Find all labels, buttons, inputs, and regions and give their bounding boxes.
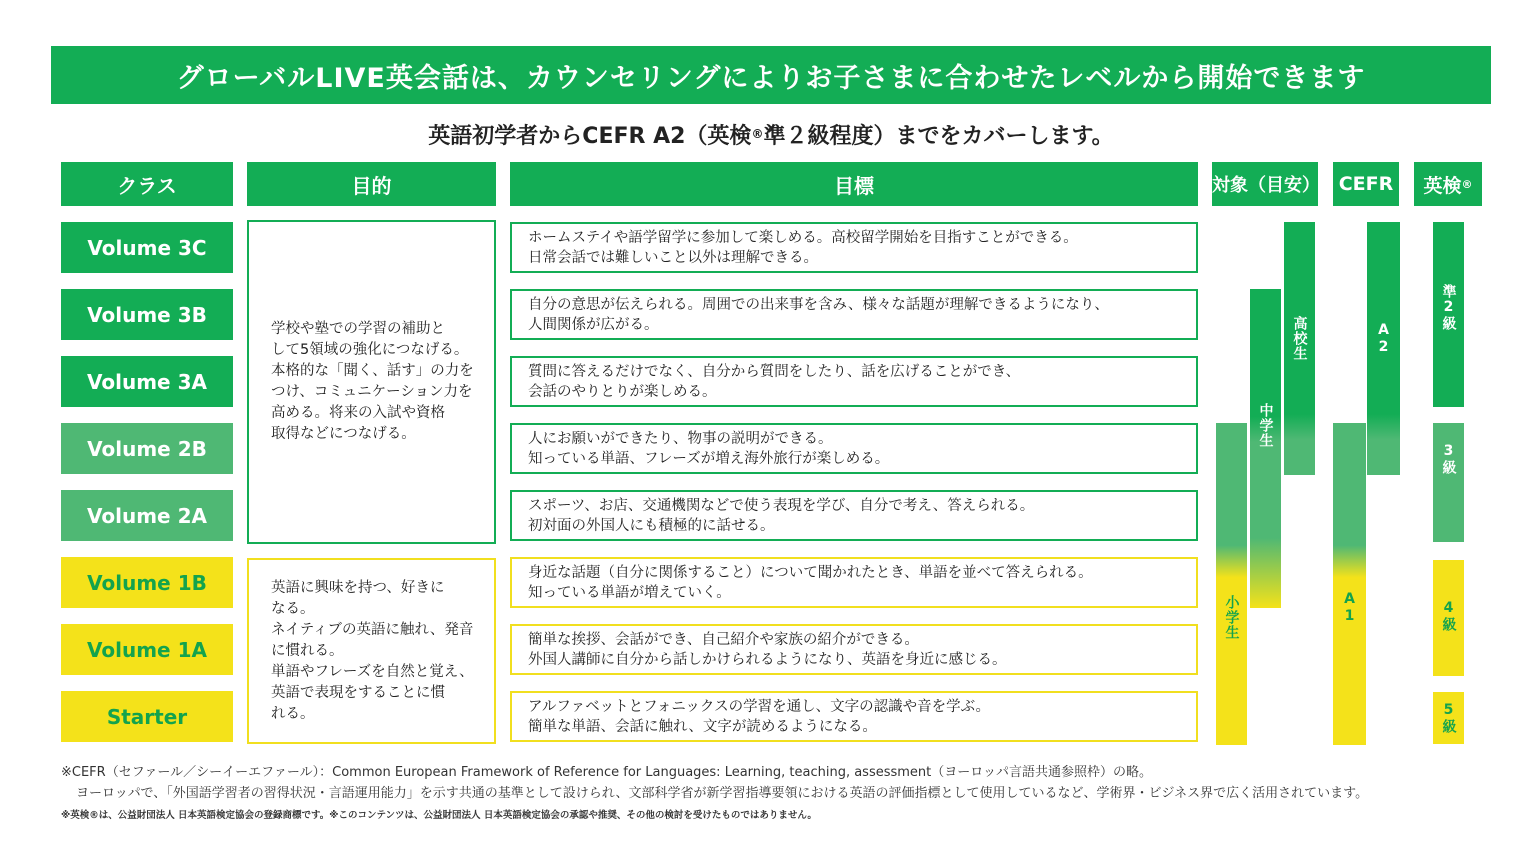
target-bar-high	[1284, 222, 1315, 475]
header-cefr: CEFR	[1333, 162, 1399, 206]
class-volume-1a: Volume 1A	[61, 624, 233, 675]
target-middle-label: 中学生	[1257, 403, 1274, 448]
goal-volume-3a: 質問に答えるだけでなく、自分から質問をしたり、話を広げることができ、 会話のやりとりが楽しめる。	[510, 356, 1198, 407]
header-target: 対象（目安）	[1212, 162, 1318, 206]
goal-volume-3b: 自分の意思が伝えられる。周囲での出来事を含み、様々な話題が理解できるようになり、 人間関係が広がる。	[510, 289, 1198, 340]
page-subtitle	[51, 114, 1491, 154]
eiken-4-label: 4級	[1440, 600, 1457, 632]
header-class: クラス	[61, 162, 233, 206]
class-volume-3a: Volume 3A	[61, 356, 233, 407]
goal-volume-3c: ホームステイや語学留学に参加して楽しめる。高校留学開始を目指すことができる。 日常会話では難しいこと以外は理解できる。	[510, 222, 1198, 273]
eiken-bar-5	[1433, 692, 1464, 744]
subtitle-post: 準２級程度）までをカバーします。	[763, 123, 1114, 149]
goal-starter: アルファベットとフォニックスの学習を通し、文字の認識や音を学ぶ。 簡単な単語、会話に触れ、文字が読めるようになる。	[510, 691, 1198, 742]
header-purpose: 目的	[247, 162, 496, 206]
eiken-bar-3	[1433, 423, 1464, 542]
target-elementary-label: 小学生	[1223, 595, 1240, 640]
class-volume-2a: Volume 2A	[61, 490, 233, 541]
target-bar-middle	[1250, 289, 1281, 608]
eiken-bar-4	[1433, 560, 1464, 676]
goal-volume-1b: 身近な話題（自分に関係すること）について聞かれたとき、単語を並べて答えられる。 知っている単語が増えていく。	[510, 557, 1198, 608]
subtitle-pre: 英語初学者からCEFR A2（英検	[428, 123, 752, 149]
note-cefr: ※CEFR（セファール／シーイーエファール）：Common European Framework of Reference for Languages: Learning, teaching, assessment（ヨーロッパ言語共通参照枠）の略。	[61, 765, 1153, 780]
cefr-a1-label: A1	[1341, 591, 1358, 625]
eiken-bar-pre2	[1433, 222, 1464, 407]
goal-volume-1a: 簡単な挨拶、会話ができ、自己紹介や家族の紹介ができる。 外国人講師に自分から話しかけられるようになり、英語を身近に感じる。	[510, 624, 1198, 675]
class-volume-2b: Volume 2B	[61, 423, 233, 474]
header-goal: 目標	[510, 162, 1198, 206]
header-eiken-label: 英検	[1423, 174, 1462, 197]
eiken-3-label: 3級	[1440, 443, 1457, 475]
class-starter: Starter	[61, 691, 233, 742]
header-eiken-reg: ®	[1461, 177, 1473, 191]
eiken-5-label: 5級	[1440, 702, 1457, 734]
page-banner: グローバルLIVE英会話は、カウンセリングによりお子さまに合わせたレベルから開始できます	[51, 46, 1491, 104]
class-volume-1b: Volume 1B	[61, 557, 233, 608]
header-eiken	[1414, 162, 1482, 206]
class-volume-3b: Volume 3B	[61, 289, 233, 340]
purpose-lower: 英語に興味を持つ、好きに なる。 ネイティブの英語に触れ、発音 に慣れる。 単語やフレーズを自然と覚え、 英語で表現をすることに慣 れる。	[247, 558, 496, 744]
goal-volume-2b: 人にお願いができたり、物事の説明ができる。 知っている単語、フレーズが増え海外旅行が楽しめる。	[510, 423, 1198, 474]
cefr-bar-a1	[1333, 423, 1366, 745]
target-high-label: 高校生	[1291, 316, 1308, 361]
cefr-a2-label: A2	[1375, 322, 1392, 356]
eiken-pre2-label: 準2級	[1440, 284, 1457, 331]
cefr-bar-a2	[1367, 222, 1400, 475]
target-bar-elementary	[1216, 423, 1247, 745]
class-volume-3c: Volume 3C	[61, 222, 233, 273]
goal-volume-2a: スポーツ、お店、交通機関などで使う表現を学び、自分で考え、答えられる。 初対面の外国人にも積極的に話せる。	[510, 490, 1198, 541]
note-cefr-detail: ヨーロッパで、「外国語学習者の習得状況・言語運用能力」を示す共通の基準として設けられ、文部科学省が新学習指導要領における英語の評価指標として使用しているなど、学術界・ビジネス界で広く活用されています。	[76, 786, 1369, 801]
subtitle-reg: ®	[751, 127, 764, 141]
purpose-upper: 学校や塾での学習の補助と して5領域の強化につなげる。 本格的な「聞く、話す」の力を つけ、コミュニケーション力を 高める。将来の入試や資格 取得などにつなげる。	[247, 220, 496, 544]
note-trademark: ※英検®は、公益財団法人 日本英語検定協会の登録商標です。※このコンテンツは、公益財団法人 日本英語検定協会の承認や推奨、その他の検討を受けたものではありません。	[61, 810, 817, 821]
